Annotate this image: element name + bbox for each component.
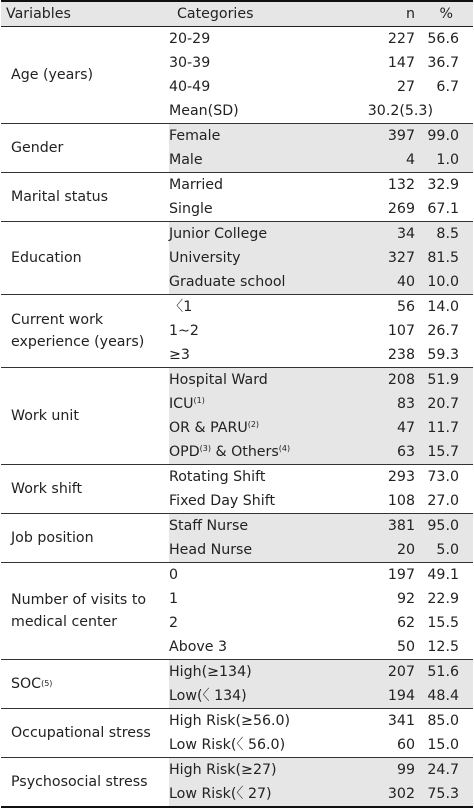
variable-label-cell	[1, 173, 169, 221]
table-row	[169, 660, 473, 684]
category-label: Female	[169, 128, 221, 144]
category-cell	[169, 173, 345, 197]
category-label: High(≥134)	[169, 664, 252, 680]
percent-value: 67.1	[427, 201, 459, 217]
table-row	[169, 148, 473, 172]
count-value: 227	[387, 31, 415, 47]
percent-value: 36.7	[427, 55, 459, 71]
category-cell	[169, 587, 345, 611]
variable-label-cell	[1, 124, 169, 172]
category-cell	[169, 368, 345, 392]
header-percent: %	[439, 6, 453, 22]
category-label: ICU	[169, 396, 194, 412]
category-label: Low(〈 134)	[169, 688, 247, 704]
category-label-cont: & Others	[211, 444, 279, 460]
percent-value: 99.0	[427, 128, 459, 144]
variable-label-cell	[1, 758, 169, 806]
table-row	[169, 416, 473, 440]
category-label: University	[169, 250, 241, 266]
table-header	[1, 0, 473, 27]
percent-value: 85.0	[427, 713, 459, 729]
header-categories: Categories	[177, 6, 254, 22]
variable-label-cell: SOC (5)	[1, 660, 169, 708]
category-cell	[169, 392, 345, 416]
category-cell	[169, 75, 345, 99]
count-value: 341	[387, 713, 415, 729]
percent-value: 26.7	[427, 323, 459, 339]
percent-value: 51.6	[427, 664, 459, 680]
header-variables: Variables	[6, 6, 71, 22]
count-value: 327	[387, 250, 415, 266]
table-row	[169, 319, 473, 343]
variable-label: Age (years)	[11, 67, 94, 83]
category-label: Married	[169, 177, 224, 193]
count-value: 302	[387, 786, 415, 802]
percent-value: 1.0	[436, 152, 459, 168]
category-cell	[169, 270, 345, 294]
variable-group	[1, 709, 473, 758]
category-cell	[169, 27, 345, 51]
category-label: 〈1	[169, 299, 193, 315]
count-value: 107	[387, 323, 415, 339]
count-value: 47	[396, 420, 415, 436]
category-cell	[169, 514, 345, 538]
table-row	[169, 124, 473, 148]
count-value: 194	[387, 688, 415, 704]
table-row	[169, 709, 473, 733]
percent-value: 24.7	[427, 762, 459, 778]
table-row	[169, 392, 473, 416]
footnote-marker: (2)	[247, 420, 260, 429]
percent-value: 75.3	[427, 786, 459, 802]
percent-value: 5.0	[436, 542, 459, 558]
variable-group	[1, 124, 473, 173]
category-cell	[169, 611, 345, 635]
category-cell	[169, 51, 345, 75]
category-label: 1∼2	[169, 323, 199, 339]
table-row	[169, 514, 473, 538]
category-label: High Risk(≥56.0)	[169, 713, 291, 729]
count-value: 56	[396, 299, 415, 315]
count-value: 60	[396, 737, 415, 753]
percent-value: 14.0	[427, 299, 459, 315]
category-cell	[169, 489, 345, 513]
footnote-marker: (4)	[278, 444, 291, 453]
variable-label-cell	[1, 295, 169, 367]
header-n: n	[406, 6, 415, 22]
table-row	[169, 343, 473, 367]
table-row	[169, 440, 473, 464]
percent-value: 15.7	[427, 444, 459, 460]
variable-label: Work shift	[11, 481, 83, 497]
table-row	[169, 635, 473, 659]
variable-group	[1, 660, 473, 709]
category-label: 2	[169, 615, 179, 631]
table-row	[169, 684, 473, 708]
category-label: Above 3	[169, 639, 228, 655]
table-body	[1, 27, 473, 808]
variable-group	[1, 514, 473, 563]
percent-value: 8.5	[436, 226, 459, 242]
table-row	[169, 173, 473, 197]
variable-label-cell	[1, 563, 169, 659]
category-cell	[169, 222, 345, 246]
category-cell	[169, 733, 345, 757]
table-row	[169, 51, 473, 75]
table-row	[169, 538, 473, 562]
category-label: Hospital Ward	[169, 372, 268, 388]
table-row	[169, 733, 473, 757]
variable-group	[1, 368, 473, 465]
category-label: Junior College	[169, 226, 268, 242]
count-value: 99	[396, 762, 415, 778]
percent-value: 15.0	[427, 737, 459, 753]
category-cell	[169, 124, 345, 148]
table-row	[169, 75, 473, 99]
category-label: Male	[169, 152, 203, 168]
count-value: 63	[396, 444, 415, 460]
variable-label: Number of visits to medical center	[11, 592, 147, 630]
variable-group	[1, 173, 473, 222]
variable-label: SOC	[11, 676, 42, 692]
count-value: 20	[396, 542, 415, 558]
count-value: 381	[387, 518, 415, 534]
category-label: 0	[169, 567, 179, 583]
category-label: OPD	[169, 444, 200, 460]
variable-group	[1, 27, 473, 124]
percent-value: 6.7	[436, 79, 459, 95]
percent-value: 27.0	[427, 493, 459, 509]
footnote-marker: (3)	[199, 444, 211, 453]
variable-label: Job position	[11, 530, 94, 546]
demographics-table	[1, 0, 473, 808]
category-cell	[169, 197, 345, 221]
category-label: Staff Nurse	[169, 518, 249, 534]
variable-label: Psychosocial stress	[11, 774, 148, 790]
category-cell	[169, 99, 345, 123]
category-label: OR & PARU	[169, 420, 248, 436]
percent-value: 12.5	[427, 639, 459, 655]
count-value: 147	[387, 55, 415, 71]
percent-value: 32.9	[427, 177, 459, 193]
category-cell	[169, 782, 345, 806]
category-cell	[169, 635, 345, 659]
variable-label: Education	[11, 250, 82, 266]
count-value: 208	[387, 372, 415, 388]
table-row	[169, 587, 473, 611]
variable-group	[1, 758, 473, 808]
category-cell	[169, 295, 345, 319]
table-row	[169, 197, 473, 221]
count-value: 27	[396, 79, 415, 95]
variable-label-cell	[1, 465, 169, 513]
count-value: 92	[396, 591, 415, 607]
category-label: Low Risk(〈 27)	[169, 786, 272, 802]
category-cell	[169, 758, 345, 782]
category-label: 1	[169, 591, 179, 607]
variable-label-cell	[1, 27, 169, 123]
category-label: High Risk(≥27)	[169, 762, 277, 778]
category-label: Rotating Shift	[169, 469, 266, 485]
variable-label-cell	[1, 368, 169, 464]
count-value: 132	[387, 177, 415, 193]
count-value: 197	[387, 567, 415, 583]
table-row	[169, 465, 473, 489]
count-value: 4	[405, 152, 415, 168]
variable-label: Gender	[11, 140, 64, 156]
percent-value: 73.0	[427, 469, 459, 485]
variable-label: Work unit	[11, 408, 79, 424]
category-label: 30-39	[169, 55, 211, 71]
count-value: 50	[396, 639, 415, 655]
category-cell	[169, 684, 345, 708]
count-value: 108	[387, 493, 415, 509]
percent-value: 10.0	[427, 274, 459, 290]
variable-label-cell	[1, 709, 169, 757]
category-label: 40-49	[169, 79, 211, 95]
category-label: Mean(SD)	[169, 103, 239, 119]
percent-value: 51.9	[427, 372, 459, 388]
count-value: 62	[396, 615, 415, 631]
count-value: 269	[387, 201, 415, 217]
table-row	[169, 611, 473, 635]
percent-value: 20.7	[427, 396, 459, 412]
variable-label: Marital status	[11, 189, 109, 205]
variable-group	[1, 295, 473, 368]
percent-value: 56.6	[427, 31, 459, 47]
percent-value: 59.3	[427, 347, 459, 363]
category-cell	[169, 148, 345, 172]
category-label: 20-29	[169, 31, 211, 47]
count-value: 238	[387, 347, 415, 363]
count-value: 207	[387, 664, 415, 680]
percent-value: 81.5	[427, 250, 459, 266]
count-value: 40	[396, 274, 415, 290]
table-row	[169, 489, 473, 513]
mean-sd-value: 30.2(5.3)	[367, 103, 433, 119]
category-cell	[169, 246, 345, 270]
count-value: 83	[396, 396, 415, 412]
variable-group	[1, 465, 473, 514]
count-value: 34	[396, 226, 415, 242]
variable-label-cell	[1, 514, 169, 562]
count-value: 293	[387, 469, 415, 485]
table-row	[169, 99, 473, 123]
footnote-marker: (1)	[193, 396, 205, 405]
table-row	[169, 758, 473, 782]
variable-label-cell	[1, 222, 169, 294]
category-label: ≥3	[169, 347, 190, 363]
category-cell	[169, 343, 345, 367]
variable-label: Occupational stress	[11, 725, 151, 741]
percent-value: 95.0	[427, 518, 459, 534]
count-value: 397	[387, 128, 415, 144]
table-row	[169, 295, 473, 319]
category-label: Graduate school	[169, 274, 286, 290]
category-cell	[169, 709, 345, 733]
table-row	[169, 270, 473, 294]
category-label: Head Nurse	[169, 542, 253, 558]
percent-value: 48.4	[427, 688, 459, 704]
variable-group	[1, 222, 473, 295]
category-label: Low Risk(〈 56.0)	[169, 737, 286, 753]
table-row	[169, 563, 473, 587]
category-cell	[169, 416, 345, 440]
percent-value: 22.9	[427, 591, 459, 607]
category-label: Fixed Day Shift	[169, 493, 276, 509]
percent-value: 49.1	[427, 567, 459, 583]
table-row	[169, 368, 473, 392]
category-cell	[169, 538, 345, 562]
category-cell	[169, 660, 345, 684]
category-label: Single	[169, 201, 213, 217]
percent-value: 15.5	[427, 615, 459, 631]
variable-label: Current work experience (years)	[11, 312, 145, 350]
category-cell	[169, 319, 345, 343]
category-cell	[169, 440, 345, 464]
table-row	[169, 27, 473, 51]
table-row	[169, 222, 473, 246]
table-row	[169, 782, 473, 806]
variable-group	[1, 563, 473, 660]
percent-value: 11.7	[427, 420, 459, 436]
category-cell	[169, 563, 345, 587]
category-cell	[169, 465, 345, 489]
table-row	[169, 246, 473, 270]
